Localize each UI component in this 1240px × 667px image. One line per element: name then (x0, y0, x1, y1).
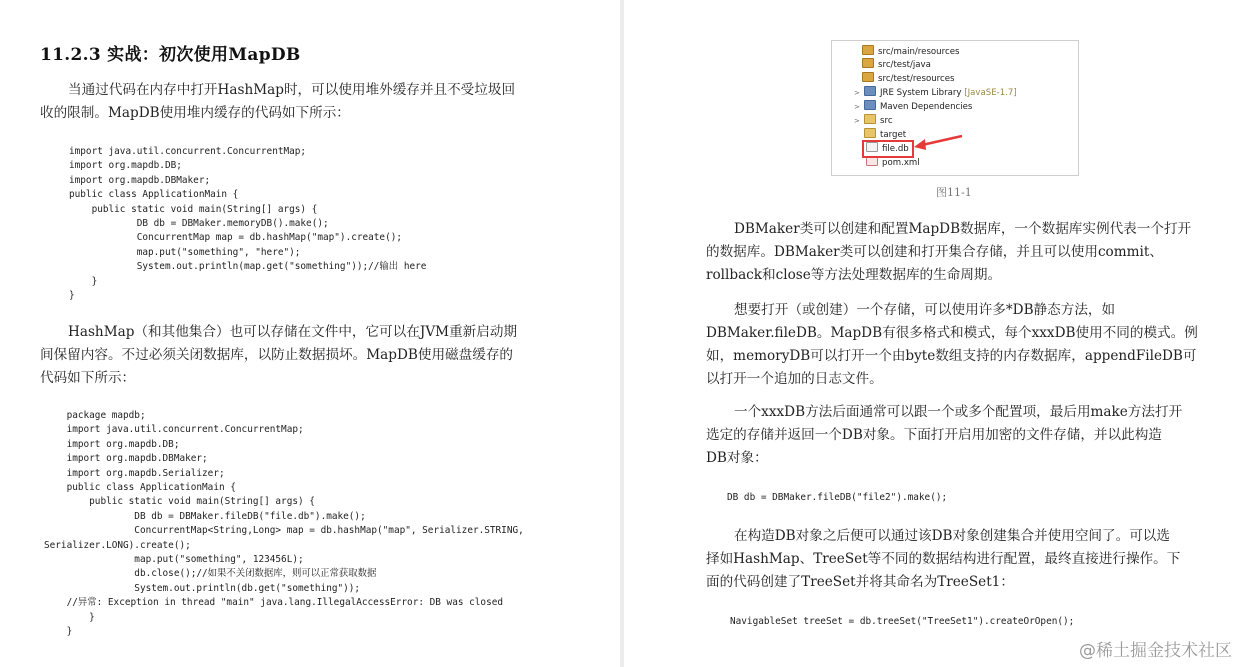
paragraph-line: 选定的存储并返回一个DB对象。下面打开启用加密的文件存储，并以此构造 (706, 427, 1162, 443)
code-block-treeset: NavigableSet treeSet = db.treeSet("TreeSet1").createOrOpen(); (730, 616, 1075, 627)
library-icon (864, 86, 876, 96)
tree-item: > JRE System Library [JavaSE-1.7] (854, 88, 1017, 98)
paragraph-collections (706, 525, 1206, 594)
paragraph-line: DB对象： (706, 450, 768, 466)
figure-caption: 图11-1 (936, 186, 972, 199)
expand-arrow-icon: > (854, 103, 860, 111)
paragraph-file-storage (40, 321, 560, 390)
paragraph-line: 在构造DB对象之后便可以通过该DB对象创建集合并使用空间了。可以选 (734, 528, 1170, 544)
paragraph-line: 收的限制。MapDB使用堆内缓存的代码如下所示： (40, 105, 350, 121)
paragraph-open-store (706, 299, 1206, 391)
tree-item: pom.xml (866, 156, 920, 169)
paragraph-line: 面的代码创建了TreeSet并将其命名为TreeSet1： (706, 574, 1014, 590)
tree-item: src/main/resources (862, 45, 959, 58)
highlight-box (862, 140, 914, 158)
package-icon (862, 58, 874, 68)
package-icon (862, 45, 874, 55)
tree-item: src/test/java (862, 58, 931, 71)
paragraph-dbmaker (706, 218, 1206, 287)
paragraph-line: HashMap（和其他集合）也可以存储在文件中，它可以在JVM重新启动期 (68, 324, 518, 340)
paragraph-line: 以打开一个追加的日志文件。 (706, 371, 883, 387)
paragraph-hashmap-intro (40, 79, 560, 125)
code-block-file2: DB db = DBMaker.fileDB("file2").make(); (727, 492, 948, 503)
tree-item: src/test/resources (862, 72, 955, 85)
paragraph-line: 如，memoryDB可以打开一个由byte数组支持的内存数据库，appendFileDB可 (706, 348, 1197, 364)
paragraph-line: 代码如下所示： (40, 370, 136, 386)
paragraph-line: 当通过代码在内存中打开HashMap时，可以使用堆外缓存并且不受垃圾回 (68, 82, 516, 98)
folder-icon (864, 114, 876, 124)
paragraph-line: 想要打开（或创建）一个存储，可以使用许多*DB静态方法，如 (734, 302, 1116, 318)
tree-item: target (864, 128, 906, 141)
tree-item-file-db: file.db (866, 142, 909, 155)
folder-icon (864, 128, 876, 138)
tree-item: > Maven Dependencies (854, 102, 973, 112)
red-pointer-arrow-icon (912, 133, 964, 151)
paragraph-line: rollback和close等方法处理数据库的生命周期。 (706, 267, 1002, 283)
paragraph-line: DBMaker类可以创建和配置MapDB数据库，一个数据库实例代表一个打开 (734, 221, 1192, 237)
section-heading: 11.2.3 实战：初次使用MapDB (40, 45, 301, 65)
paragraph-line: 的数据库。DBMaker类可以创建和打开集合存储，并且可以使用commit、 (706, 244, 1163, 260)
library-icon (864, 100, 876, 110)
expand-arrow-icon: > (854, 117, 860, 125)
code-block-file-db: package mapdb; import java.util.concurrent.ConcurrentMap; import org.mapdb.DB; import org.mapdb.DBMaker; import org.mapdb.Serializer; public class ApplicationMain { public static void main(String[] args) { DB db = DBMaker.fileDB("file.db").make(); ConcurrentMap<String,Long> map = db.hashMap("map", Serializer.STRING, Serializer.LONG).create(); map.put("something", 123456L); db.close();//如果不关闭数据库，则可以正常获取数据 System.out.println(db.get("something")); //异常: Exception in thread "main" java.lang.IllegalAccessError: DB was closed } } (44, 410, 524, 638)
paragraph-line: 择如HashMap、TreeSet等不同的数据结构进行配置，最终直接进行操作。下 (706, 551, 1181, 567)
expand-arrow-icon: > (854, 89, 860, 97)
watermark: @稀土掘金技术社区 (1079, 641, 1232, 661)
tree-item: > src (854, 116, 893, 126)
code-block-memory-db: import java.util.concurrent.ConcurrentMap; import org.mapdb.DB; import org.mapdb.DBMaker; public class ApplicationMain { public static void main(String[] args) { DB db = DBMaker.memoryDB().make(); ConcurrentMap map = db.hashMap("map").create(); map.put("something", "here"); System.out.println(map.get("something"));//输出 here } } (69, 146, 427, 302)
paragraph-line: 间保留内容。不过必须关闭数据库，以防止数据损坏。MapDB使用磁盘缓存的 (40, 347, 514, 363)
package-icon (862, 72, 874, 82)
paragraph-line: DBMaker.fileDB。MapDB有很多格式和模式，每个xxxDB使用不同的模式。例 (706, 325, 1198, 341)
paragraph-line: 一个xxxDB方法后面通常可以跟一个或多个配置项，最后用make方法打开 (734, 404, 1183, 420)
paragraph-config (706, 401, 1206, 470)
